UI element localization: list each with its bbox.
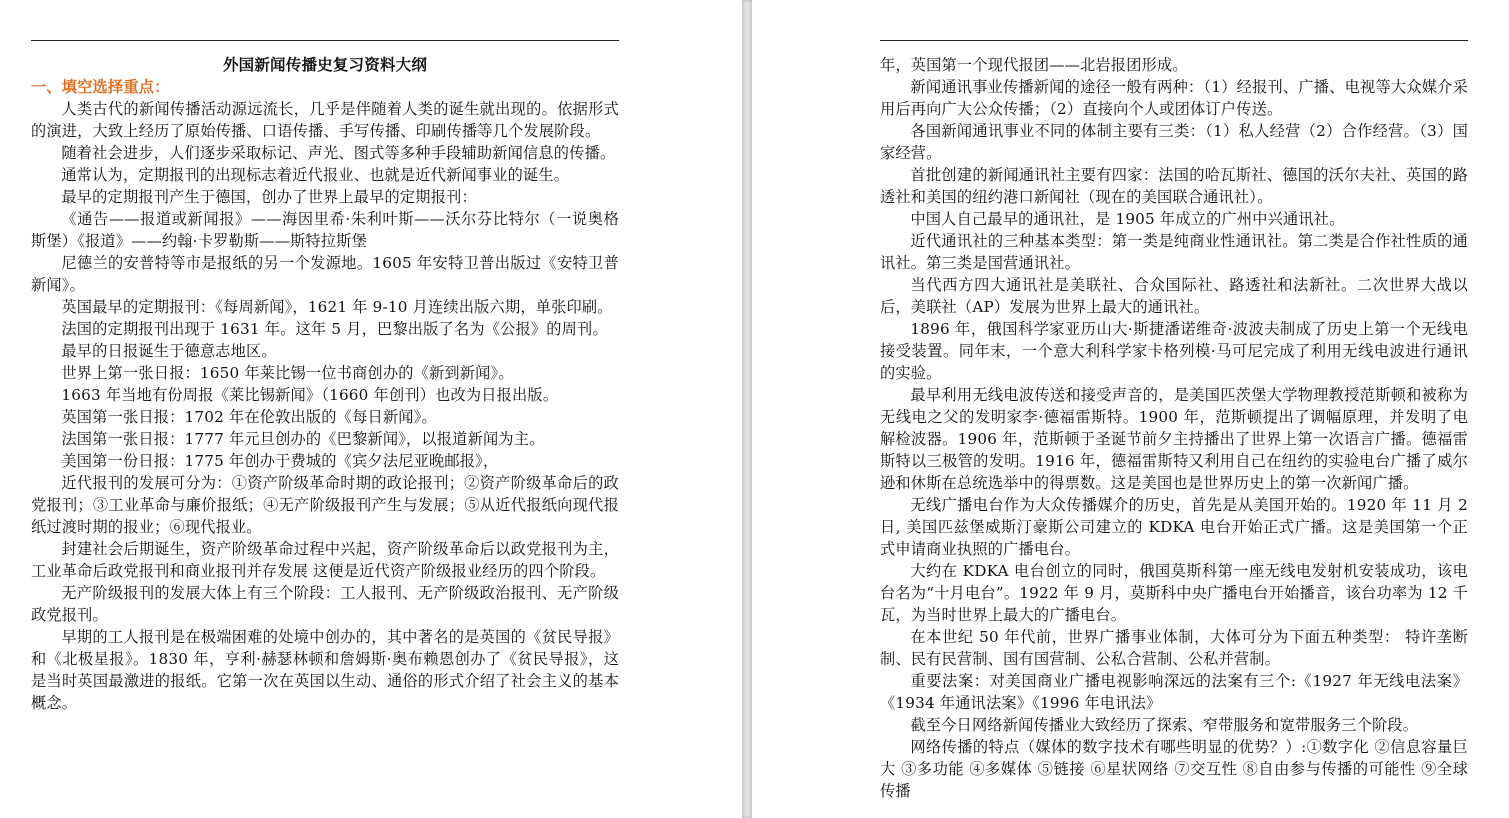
right-page	[752, 0, 1509, 818]
body-paragraph: 新闻通讯事业传播新闻的途径一般有两种：（1）经报刊、广播、电视等大众媒介采用后再向广大公众传播；（2）直接向个人或团体订户传送。	[880, 78, 1468, 118]
body-paragraph: 无产阶级报刊的发展大体上有三个阶段：工人报刊、无产阶级政治报刊、无产阶级政党报刊。	[31, 584, 619, 624]
document-title: 外国新闻传播史复习资料大纲	[222, 55, 428, 74]
body-paragraph: 最早的日报诞生于德意志地区。	[61, 342, 277, 360]
body-paragraph: 随着社会进步，人们逐步采取标记、声光、图式等多种手段辅助新闻信息的传播。	[61, 144, 616, 162]
body-paragraph: 首批创建的新闻通讯社主要有四家：法国的哈瓦斯社、德国的沃尔夫社、英国的路透社和美国的纽约港口新闻社（现在的美国联合通讯社）。	[880, 166, 1468, 206]
body-paragraph: 在本世纪 50 年代前，世界广播事业体制，大体可分为下面五种类型： 特许垄断制、民有民营制、国有国营制、公私合营制、公私并营制。	[880, 628, 1468, 668]
body-paragraph: 英国最早的定期报刊：《每周新闻》，1621 年 9-10 月连续出版六期，单张印刷。	[61, 298, 613, 316]
body-paragraph: 封建社会后期诞生，资产阶级革命过程中兴起，资产阶级革命后以政党报刊为主，工业革命后政党报刊和商业报刊并存发展 这便是近代资产阶级报业经历的四个阶段。	[31, 540, 619, 580]
right-page-content	[880, 54, 1468, 802]
body-paragraph: 重要法案：对美国商业广播电视影响深远的法案有三个:《1927 年无线电法案》《1934 年通讯法案》《1996 年电讯法》	[880, 672, 1468, 712]
body-paragraph: 早期的工人报刊是在极端困难的处境中创办的，其中著名的是英国的《贫民导报》和《北极星报》。1830 年，亨利·赫瑟林顿和詹姆斯·奥布赖恩创办了《贫民导报》，这是当时英国最激进的报纸。它第一次在英国以生动、通俗的形式介绍了社会主义的基本概念。	[31, 628, 619, 712]
left-page-content	[31, 54, 619, 714]
continued-line: 年，英国第一个现代报团——北岩报团形成。	[880, 56, 1188, 74]
left-page	[0, 0, 742, 818]
body-paragraph: 中国人自己最早的通讯社，是 1905 年成立的广州中兴通讯社。	[910, 210, 1345, 228]
body-paragraph: 世界上第一张日报：1650 年莱比锡一位书商创办的《新到新闻》。	[61, 364, 514, 382]
body-paragraph: 网络传播的特点（媒体的数字技术有哪些明显的优势？）:①数字化 ②信息容量巨大 ③多功能 ④多媒体 ⑤链接 ⑥星状网络 ⑦交互性 ⑧自由参与传播的可能性 ⑨全球传播	[880, 738, 1468, 800]
body-paragraph: 1663 年当地有份周报《莱比锡新闻》（1660 年创刊）也改为日报出版。	[61, 386, 559, 404]
body-paragraph: 大约在 KDKA 电台创立的同时，俄国莫斯科第一座无线电发射机安装成功，该电台名为“十月电台”。1922 年 9 月，莫斯科中央广播电台开始播音，该台功率为 12 千瓦，为当时世界上最大的广播电台。	[880, 562, 1468, 624]
body-paragraph: 无线广播电台作为大众传播媒介的历史，首先是从美国开始的。1920 年 11 月 2 日, 美国匹兹堡威斯汀豪斯公司建立的 KDKA 电台开始正式广播。这是美国第一个正式申请商业执照的广播电台。	[880, 496, 1468, 558]
body-paragraph: 当代西方四大通讯社是美联社、合众国际社、路透社和法新社。二次世界大战以后，美联社（AP）发展为世界上最大的通讯社。	[880, 276, 1468, 316]
body-paragraph: 法国第一张日报：1777 年元旦创办的《巴黎新闻》，以报道新闻为主。	[61, 430, 545, 448]
body-paragraph: 近代报刊的发展可分为：①资产阶级革命时期的政论报刊；②资产阶级革命后的政党报刊；③工业革命与廉价报纸；④无产阶级报刊产生与发展；⑤从近代报纸向现代报纸过渡时期的报业；⑥现代报业。	[31, 474, 619, 536]
body-paragraph: 1896 年，俄国科学家亚历山大·斯捷潘诺维奇·波波夫制成了历史上第一个无线电接受装置。同年末，一个意大利科学家卡格列模·马可尼完成了利用无线电波进行通讯的实验。	[880, 320, 1468, 382]
body-paragraph: 通常认为，定期报刊的出现标志着近代报业、也就是近代新闻事业的诞生。	[61, 166, 570, 184]
section-heading: 一、填空选择重点：	[31, 78, 170, 96]
body-paragraph: 近代通讯社的三种基本类型：第一类是纯商业性通讯社。第二类是合作社性质的通讯社。第三类是国营通讯社。	[880, 232, 1468, 272]
body-paragraph: 英国第一张日报：1702 年在伦敦出版的《每日新闻》。	[61, 408, 437, 426]
body-paragraph: 美国第一份日报：1775 年创办于费城的《宾夕法尼亚晚邮报》，	[61, 452, 499, 470]
body-paragraph: 尼德兰的安普特等市是报纸的另一个发源地。1605 年安特卫普出版过《安特卫普新闻》。	[31, 254, 619, 294]
body-paragraph: 《通告——报道或新闻报》——海因里希·朱利叶斯——沃尔芬比特尔（一说奥格斯堡）《报道》——约翰·卡罗勒斯——斯特拉斯堡	[31, 210, 619, 250]
body-paragraph: 最早的定期报刊产生于德国，创办了世界上最早的定期报刊：	[61, 188, 477, 206]
right-paragraph-list	[880, 76, 1468, 802]
header-rule	[31, 40, 619, 41]
body-paragraph: 各国新闻通讯事业不同的体制主要有三类：（1）私人经营（2）合作经营。（3）国家经营。	[880, 122, 1468, 162]
body-paragraph: 截至今日网络新闻传播业大致经历了探索、窄带服务和宽带服务三个阶段。	[910, 716, 1419, 734]
page-gutter	[742, 0, 752, 818]
body-paragraph: 人类古代的新闻传播活动源远流长，几乎是伴随着人类的诞生就出现的。依据形式的演进，大致上经历了原始传播、口语传播、手写传播、印刷传播等几个发展阶段。	[31, 100, 619, 140]
header-rule	[880, 40, 1468, 41]
body-paragraph: 最早利用无线电波传送和接受声音的，是美国匹茨堡大学物理教授范斯顿和被称为无线电之父的发明家李·德福雷斯特。1900 年，范斯顿提出了调幅原理，并发明了电解检波器。1906 年，范斯顿于圣诞节前夕主持播出了世界上第一次语言广播。德福雷斯特以三极管的发明。1916 年，德福雷斯特又利用自己在纽约的实验电台广播了威尔逊和休斯在总统选举中的得票数。这是美国也是世界历史上的第一次新闻广播。	[880, 386, 1468, 492]
left-paragraph-list	[31, 98, 619, 714]
body-paragraph: 法国的定期报刊出现于 1631 年。这年 5 月，巴黎出版了名为《公报》的周刊。	[61, 320, 608, 338]
